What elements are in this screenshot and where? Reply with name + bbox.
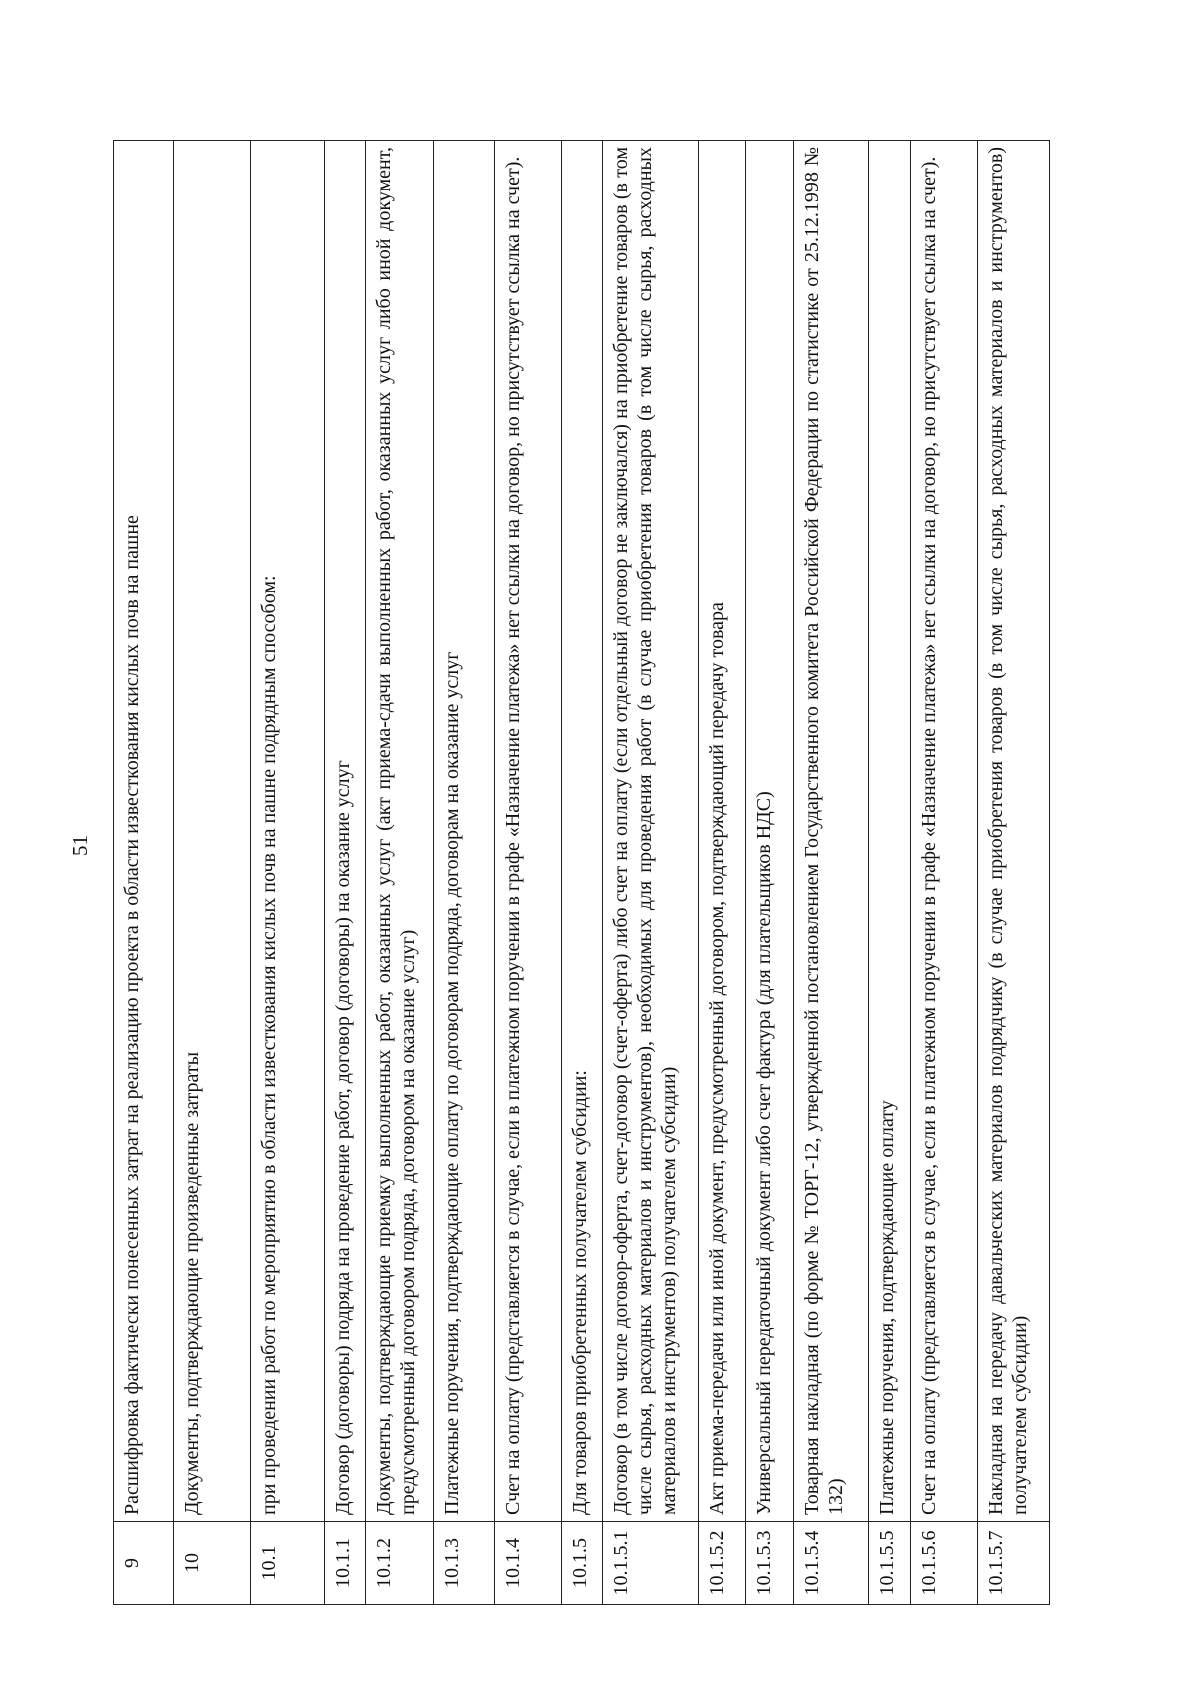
row-number: 10 (174, 1522, 251, 1605)
table-row (868, 141, 910, 1605)
row-text: Акт приема-передачи или иной документ, предусмотренный договором, подтверждающий передачу товара (699, 141, 745, 1522)
row-number: 10.1.1 (325, 1522, 366, 1605)
row-text: Документы, подтверждающие приемку выполненных работ, оказанных услуг (акт приема-сдачи выполненных работ, оказанных услуг либо иной документ, предусмотренный договором подряда, договором на оказание услуг) (365, 141, 434, 1522)
row-number: 10.1 (251, 1522, 325, 1605)
table-row (794, 141, 868, 1605)
table-row (910, 141, 977, 1605)
row-number: 10.1.4 (494, 1522, 561, 1605)
table-row (699, 141, 745, 1605)
document-table-container (113, 140, 1050, 1605)
row-number: 10.1.2 (365, 1522, 434, 1605)
row-number: 10.1.5.6 (910, 1522, 977, 1605)
table-row (745, 141, 794, 1605)
row-text: Счет на оплату (представляется в случае, если в платежном поручении в графе «Назначение платежа» нет ссылки на договор, но присутствует ссылка на счет). (494, 141, 561, 1522)
row-text: Договор (в том числе договор-оферта, счет-договор (счет-оферта) либо счет на оплату (если отдельный договор не заключался) на приобретение товаров (в том числе сырья, расходных материалов и инструментов), необходимых для проведения работ (в случае приобретения товаров (в том числе сырья, расходных материалов и инструментов) получателем субсидии) (602, 141, 698, 1522)
row-number: 10.1.5.5 (868, 1522, 910, 1605)
table-row (434, 141, 494, 1605)
table-row (602, 141, 698, 1605)
row-number: 10.1.5.4 (794, 1522, 868, 1605)
row-number: 10.1.5 (562, 1522, 603, 1605)
row-number: 9 (114, 1522, 174, 1605)
table-row (325, 141, 366, 1605)
table-row (977, 141, 1049, 1605)
row-text: Расшифровка фактически понесенных затрат на реализацию проекта в области известкования кислых почв на пашне (114, 141, 174, 1522)
row-text: Платежные поручения, подтверждающие оплату (868, 141, 910, 1522)
table-row (562, 141, 603, 1605)
row-number: 10.1.5.1 (602, 1522, 698, 1605)
table-row (174, 141, 251, 1605)
table-row (251, 141, 325, 1605)
row-number: 10.1.5.7 (977, 1522, 1049, 1605)
table-row (494, 141, 561, 1605)
row-text: при проведении работ по мероприятию в области известкования кислых почв на пашне подрядным способом: (251, 141, 325, 1522)
row-number: 10.1.3 (434, 1522, 494, 1605)
row-text: Платежные поручения, подтверждающие оплату по договорам подряда, договорам на оказание услуг (434, 141, 494, 1522)
row-text: Договор (договоры) подряда на проведение работ, договор (договоры) на оказание услуг (325, 141, 366, 1522)
page-number: 51 (68, 835, 92, 856)
row-number: 10.1.5.3 (745, 1522, 794, 1605)
row-number: 10.1.5.2 (699, 1522, 745, 1605)
row-text: Счет на оплату (представляется в случае, если в платежном поручении в графе «Назначение платежа» нет ссылки на договор, но присутствует ссылка на счет). (910, 141, 977, 1522)
row-text: Универсальный передаточный документ либо счет фактура (для плательщиков НДС) (745, 141, 794, 1522)
document-table (113, 140, 1050, 1605)
row-text: Накладная на передачу давальческих материалов подрядчику (в случае приобретения товаров (в том числе сырья, расходных материалов и инструментов) получателем субсидии) (977, 141, 1049, 1522)
row-text: Документы, подтверждающие произведенные затраты (174, 141, 251, 1522)
row-text: Для товаров приобретенных получателем субсидии: (562, 141, 603, 1522)
table-row (365, 141, 434, 1605)
row-text: Товарная накладная (по форме № ТОРГ-12, утвержденной постановлением Государственного комитета Российской Федерации по статистике от 25.12.1998 № 132) (794, 141, 868, 1522)
table-row (114, 141, 174, 1605)
